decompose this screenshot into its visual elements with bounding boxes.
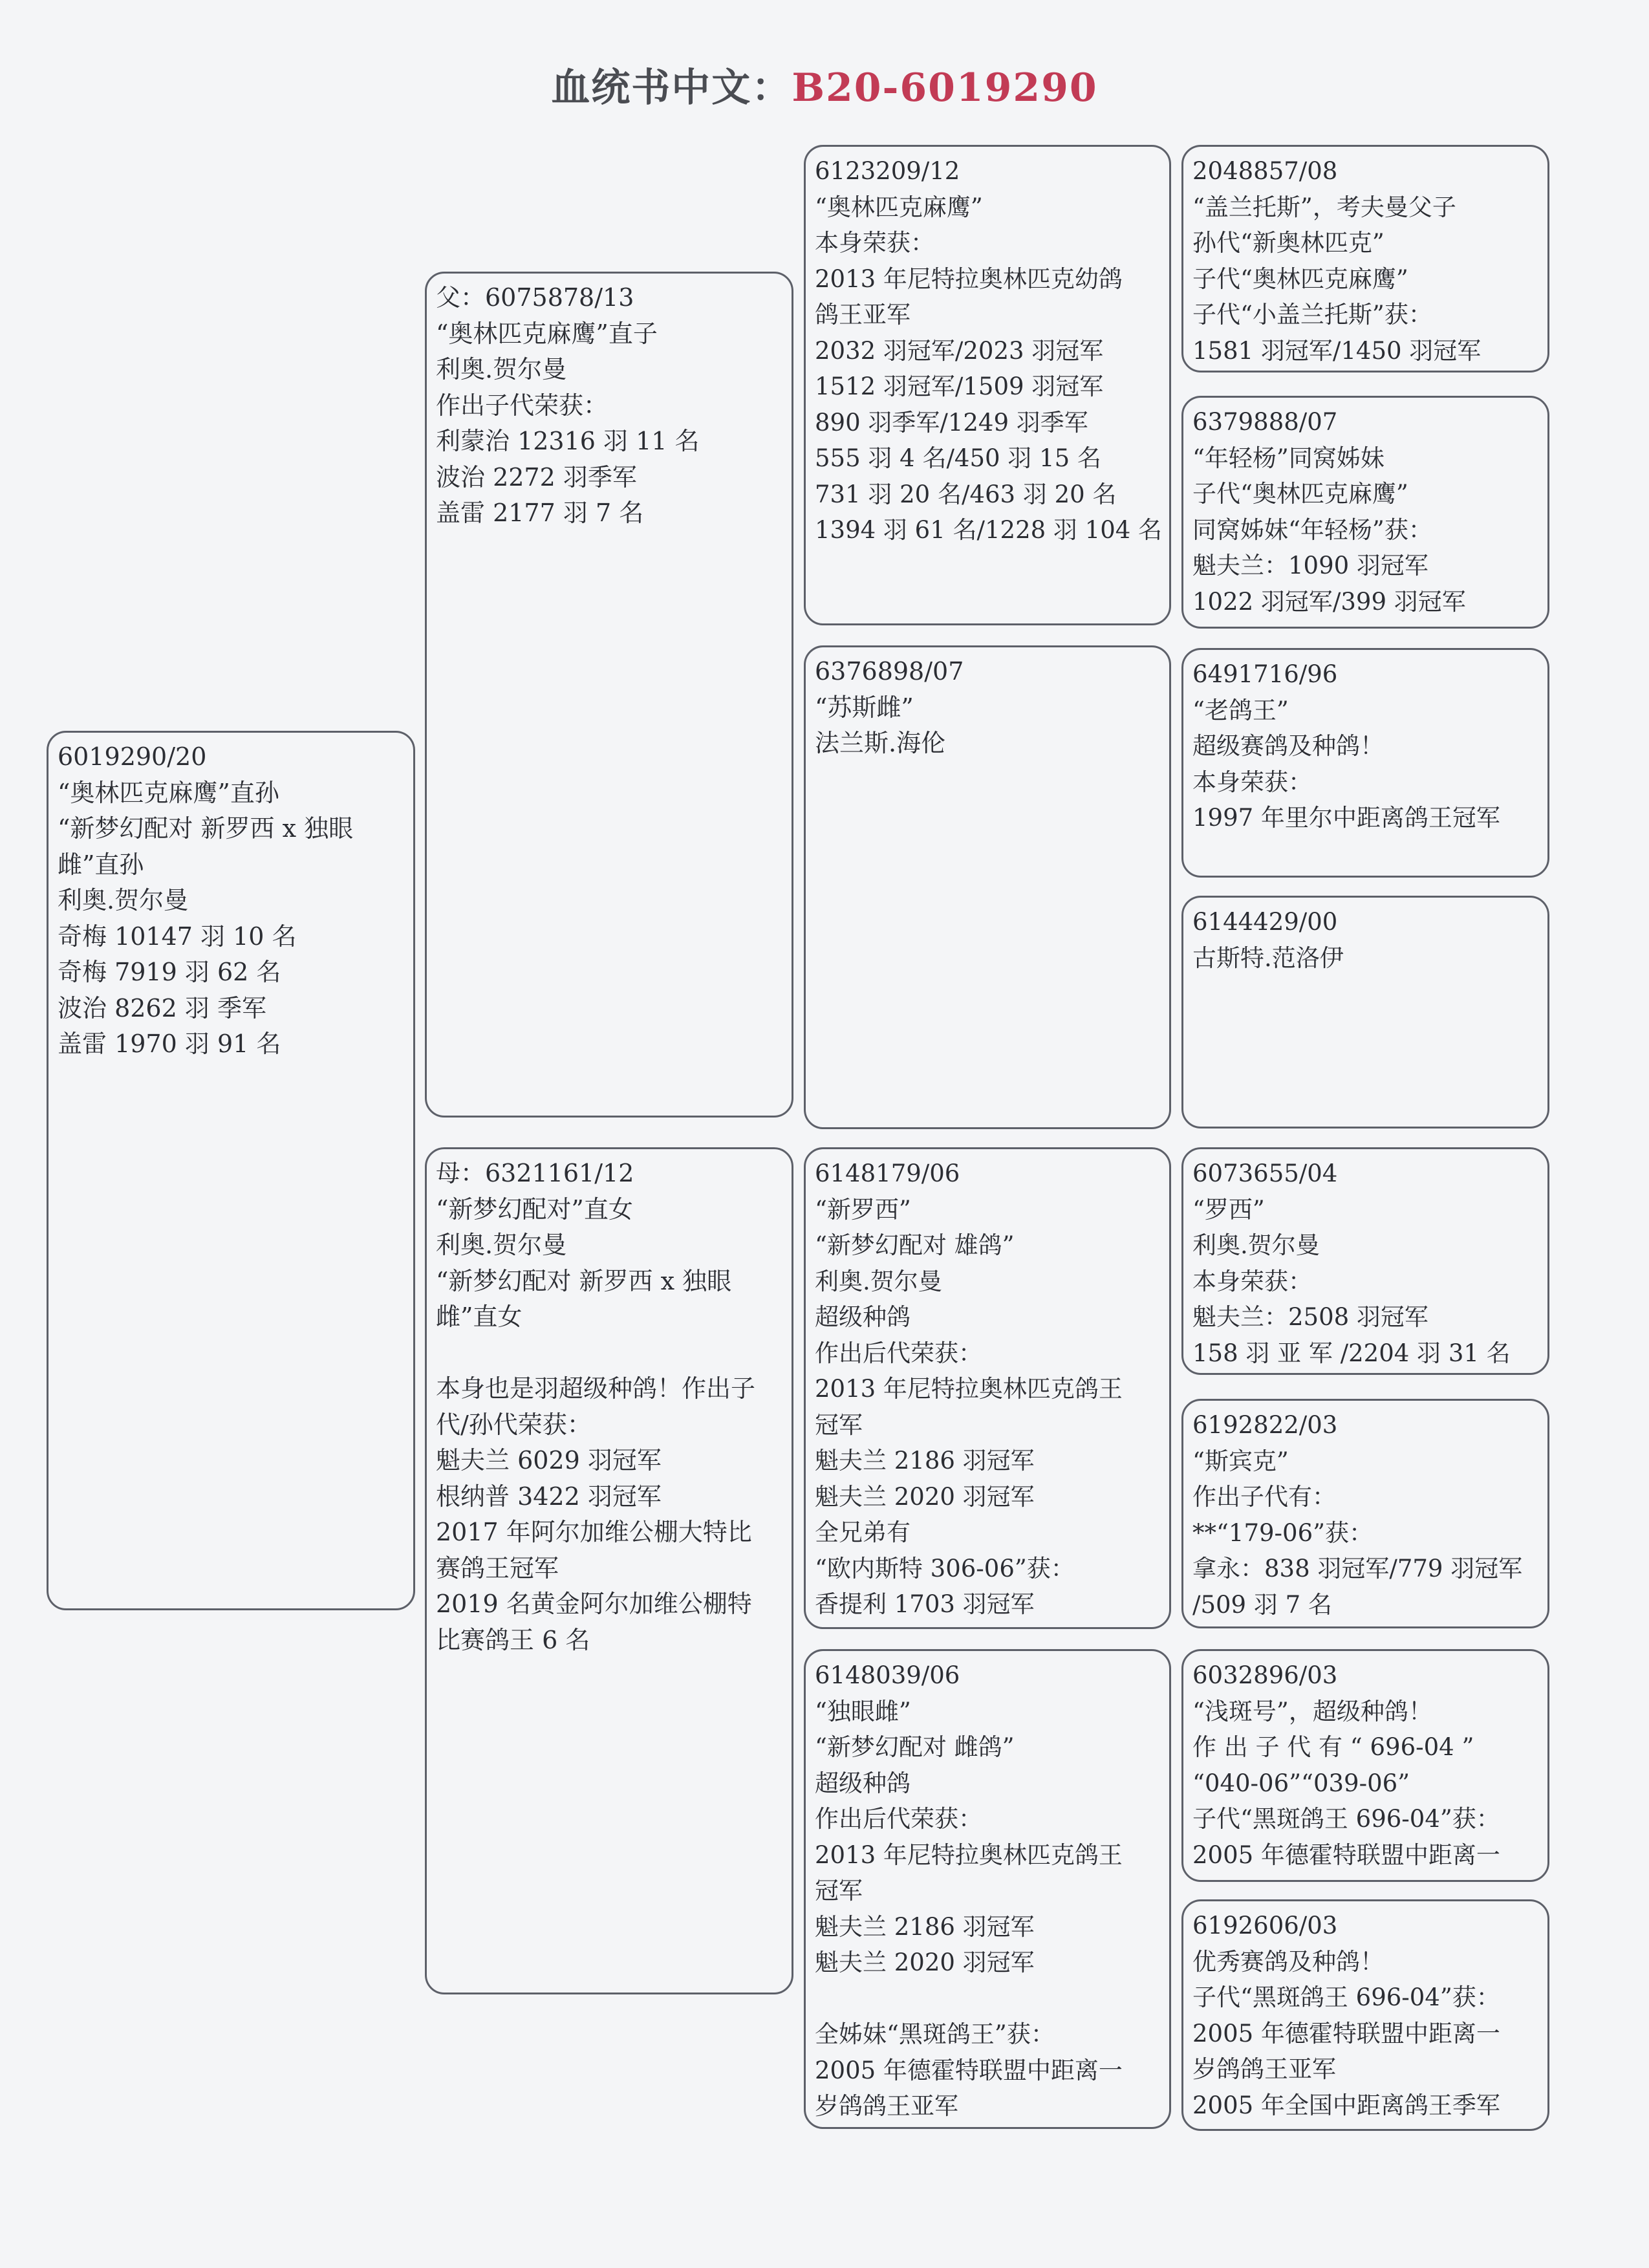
pigeon-ring-number: 6376898/07 [815, 657, 964, 686]
pedigree-text-line: 2013 年尼特拉奥林匹克幼鸽 [815, 265, 1123, 293]
pedigree-text-line: 作出子代荣获： [436, 391, 609, 420]
pedigree-text-line: 优秀赛鸽及种鸽！ [1192, 1947, 1384, 1976]
pedigree-text-line: 555 羽 4 名/450 羽 15 名 [815, 444, 1101, 472]
pedigree-text-line: 岁鸽鸽王亚军 [815, 2092, 958, 2120]
pedigree-text-line: 拿永：838 羽冠军/779 羽冠军 [1192, 1555, 1523, 1582]
pedigree-text-line: 岁鸽鸽王亚军 [1192, 2055, 1336, 2083]
pedigree-text-line: 1512 羽冠军/1509 羽冠军 [815, 373, 1104, 400]
pedigree-text-line: 2013 年尼特拉奥林匹克鸽王 [815, 1841, 1123, 1869]
title-ring-number: B20-6019290 [792, 65, 1098, 111]
pigeon-ring-number: 6148039/06 [815, 1661, 960, 1689]
pigeon-ring-number: 6192606/03 [1192, 1912, 1338, 1939]
title-label: 血统书中文： [551, 65, 792, 111]
subject-pigeon-box [47, 731, 415, 1610]
pedigree-text-line: “罗西” [1192, 1195, 1265, 1224]
pigeon-ring-number: 6032896/03 [1192, 1661, 1338, 1689]
pedigree-text-line: “年轻杨”同窝姊妹 [1192, 444, 1385, 472]
pigeon-ring-number: 6379888/07 [1192, 408, 1338, 436]
pedigree-text-line: 利奥.贺尔曼 [58, 886, 189, 914]
sire-sire-sire-box [1181, 145, 1549, 373]
pedigree-text-line: “斯宾克” [1192, 1447, 1289, 1475]
dam-sire-sire-box [1181, 1147, 1549, 1375]
sire-sire-dam-box [1181, 396, 1549, 629]
pedigree-text-line: 2013 年尼特拉奥林匹克鸽王 [815, 1375, 1123, 1403]
dam-box [425, 1147, 793, 1994]
pedigree-text-line: 盖雷 1970 羽 91 名 [58, 1030, 281, 1058]
pedigree-text-line: 魁夫兰：1090 羽冠军 [1192, 552, 1428, 579]
pedigree-text-line: 2017 年阿尔加维公棚大特比 [436, 1518, 752, 1546]
sire-dam-dam-box [1181, 896, 1549, 1129]
pedigree-text-line: 158 羽 亚 军 /2204 羽 31 名 [1192, 1339, 1511, 1367]
pedigree-text-line: 魁夫兰 2020 羽冠军 [815, 1482, 1035, 1511]
pedigree-text-line: 同窝姊妹“年轻杨”获： [1192, 515, 1432, 544]
pedigree-text-line: 1581 羽冠军/1450 羽冠军 [1192, 336, 1482, 365]
pedigree-text-line: 根纳普 3422 羽冠军 [436, 1482, 662, 1511]
pedigree-text-line: “盖兰托斯”，考夫曼父子 [1192, 193, 1456, 221]
pedigree-text-line: 全兄弟有 [815, 1518, 911, 1546]
pedigree-text-line: 作出子代有： [1192, 1483, 1336, 1511]
pigeon-ring-number: 6148179/06 [815, 1160, 960, 1187]
pedigree-text-line: “新梦幻配对 新罗西 x 独眼 [436, 1266, 732, 1295]
pedigree-text-line: 雌”直孙 [58, 850, 144, 879]
pedigree-text-line: “奥林匹克麻鹰”直孙 [58, 778, 279, 807]
pedigree-text-line: 比赛鸽王 6 名 [436, 1625, 590, 1654]
pedigree-text-line: 2005 年德霍特联盟中距离一 [1192, 1841, 1500, 1869]
pedigree-text-line: 子代“奥林匹克麻鹰” [1192, 480, 1408, 508]
pedigree-text-line: 利奥.贺尔曼 [436, 1231, 567, 1259]
pedigree-text-line: 奇梅 7919 羽 62 名 [58, 958, 281, 986]
pedigree-text-line: 本身也是羽超级种鸽！作出子 [436, 1374, 756, 1403]
pedigree-text-line: 作 出 子 代 有 “ 696-04 ” [1192, 1733, 1474, 1761]
pedigree-text-line: **“179-06”获： [1192, 1518, 1374, 1547]
pedigree-text-line: “新梦幻配对 新罗西 x 独眼 [58, 814, 354, 843]
pedigree-text-line: 2032 羽冠军/2023 羽冠军 [815, 336, 1104, 365]
pedigree-text-line: “浅斑号”，超级种鸽！ [1192, 1697, 1432, 1725]
pedigree-text-line: 古斯特.范洛伊 [1192, 944, 1344, 972]
pedigree-text-line: /509 羽 7 名 [1192, 1590, 1332, 1619]
pedigree-text-line: 全姊妹“黑斑鸽王”获： [815, 2020, 1055, 2048]
pedigree-text-line: “老鸽王” [1192, 696, 1289, 724]
pedigree-text-line: 鸽王亚军 [815, 301, 911, 329]
pedigree-text-line: 魁夫兰 2020 羽冠军 [815, 1949, 1035, 1976]
page-title [0, 57, 1649, 113]
pedigree-text-line: 1997 年里尔中距离鸽王冠军 [1192, 804, 1500, 832]
pedigree-text-line: 超级种鸽 [815, 1303, 911, 1331]
pedigree-text-line: 1394 羽 61 名/1228 羽 104 名 [815, 516, 1163, 544]
pedigree-text-line: 雌”直女 [436, 1302, 523, 1331]
pedigree-text-line: 超级种鸽 [815, 1769, 911, 1797]
pedigree-text-line: “新罗西” [815, 1195, 911, 1224]
pedigree-text-line: 波治 8262 羽 季军 [58, 993, 266, 1022]
dam-dam-box [804, 1649, 1171, 2129]
pedigree-text-line: 孙代“新奥林匹克” [1192, 229, 1385, 257]
pedigree-text-line: 利蒙治 12316 羽 11 名 [436, 427, 700, 455]
pedigree-text-line: “奥林匹克麻鹰” [815, 193, 983, 221]
pedigree-text-line: 奇梅 10147 羽 10 名 [58, 922, 297, 951]
pigeon-ring-number: 6123209/12 [815, 157, 960, 185]
pedigree-text-line: “新梦幻配对 雌鸽” [815, 1733, 1015, 1761]
pedigree-text-line: “040-06”“039-06” [1192, 1769, 1410, 1797]
pedigree-text-line: “苏斯雌” [815, 693, 914, 722]
dam-dam-dam-box [1181, 1899, 1549, 2131]
pigeon-ring-number: 6019290/20 [58, 742, 207, 771]
sire-dam-sire-box [1181, 648, 1549, 878]
pedigree-text-line: 子代“黑斑鸽王 696-04”获： [1192, 1983, 1500, 2011]
pedigree-text-line: 魁夫兰 2186 羽冠军 [815, 1447, 1035, 1474]
pigeon-ring-number: 6073655/04 [1192, 1160, 1338, 1187]
pedigree-text-line: 890 羽季军/1249 羽季军 [815, 408, 1088, 437]
pedigree-text-line: 作出后代荣获： [815, 1805, 982, 1833]
pedigree-text-line: 本身荣获： [1192, 1267, 1312, 1295]
pedigree-text-line: 法兰斯.海伦 [815, 729, 946, 757]
pedigree-text-line: 2005 年德霍特联盟中距离一 [1192, 2019, 1500, 2047]
pedigree-text-line: 1022 羽冠军/399 羽冠军 [1192, 587, 1466, 616]
pedigree-text-line: 冠军 [815, 1877, 863, 1905]
pedigree-text-line: 香提利 1703 羽冠军 [815, 1590, 1035, 1618]
pedigree-text-line: 盖雷 2177 羽 7 名 [436, 499, 644, 527]
pigeon-ring-number: 6144429/00 [1192, 908, 1338, 936]
pedigree-text-line: 本身荣获： [815, 229, 934, 257]
pedigree-text-line: 魁夫兰：2508 羽冠军 [1192, 1303, 1428, 1331]
pedigree-text-line: 赛鸽王冠军 [436, 1553, 559, 1582]
pedigree-text-line: 本身荣获： [1192, 768, 1312, 796]
pedigree-text-line: 2005 年德霍特联盟中距离一 [815, 2056, 1123, 2084]
pedigree-text-line: 2019 名黄金阿尔加维公棚特 [436, 1590, 752, 1618]
pedigree-text-line: 魁夫兰 6029 羽冠军 [436, 1446, 662, 1474]
pedigree-text-line: “独眼雌” [815, 1697, 911, 1725]
pigeon-ring-number: 母：6321161/12 [436, 1159, 634, 1187]
dam-dam-sire-box [1181, 1649, 1549, 1882]
sire-sire-box [804, 145, 1171, 625]
pedigree-text-line: 作出后代荣获： [815, 1339, 982, 1367]
pedigree-text-line: “奥林匹克麻鹰”直子 [436, 319, 658, 348]
pedigree-text-line: 利奥.贺尔曼 [815, 1267, 942, 1295]
pedigree-text-line [436, 1335, 782, 1372]
pigeon-ring-number: 6192822/03 [1192, 1411, 1338, 1439]
pedigree-text-line: 波治 2272 羽季军 [436, 462, 637, 491]
pigeon-ring-number: 6491716/96 [1192, 660, 1338, 688]
pedigree-text-line: 魁夫兰 2186 羽冠军 [815, 1912, 1035, 1941]
pedigree-text-line: 子代“小盖兰托斯”获： [1192, 301, 1432, 329]
sire-dam-box [804, 645, 1171, 1129]
dam-sire-dam-box [1181, 1399, 1549, 1628]
pedigree-text-line: 2005 年全国中距离鸽王季军 [1192, 2091, 1500, 2119]
pedigree-text-line: “新梦幻配对”直女 [436, 1194, 633, 1224]
pedigree-text-line: 利奥.贺尔曼 [1192, 1231, 1320, 1259]
pedigree-text-line: “新梦幻配对 雄鸽” [815, 1231, 1015, 1259]
pedigree-text-line: 冠军 [815, 1410, 863, 1439]
pedigree-text-line: 利奥.贺尔曼 [436, 355, 567, 383]
dam-sire-box [804, 1147, 1171, 1629]
pedigree-text-line: 超级赛鸽及种鸽！ [1192, 732, 1384, 760]
pedigree-text-line: “欧内斯特 306-06”获： [815, 1554, 1075, 1582]
pedigree-text-line: 子代“奥林匹克麻鹰” [1192, 265, 1408, 293]
pedigree-text-line: 731 羽 20 名/463 羽 20 名 [815, 480, 1117, 508]
sire-box [425, 272, 793, 1118]
pigeon-ring-number: 2048857/08 [1192, 157, 1338, 185]
pedigree-text-line [815, 1981, 1160, 2017]
pigeon-ring-number: 父：6075878/13 [436, 283, 634, 312]
pedigree-text-line: 代/孙代荣获： [436, 1410, 592, 1439]
pedigree-text-line: 子代“黑斑鸽王 696-04”获： [1192, 1805, 1500, 1833]
